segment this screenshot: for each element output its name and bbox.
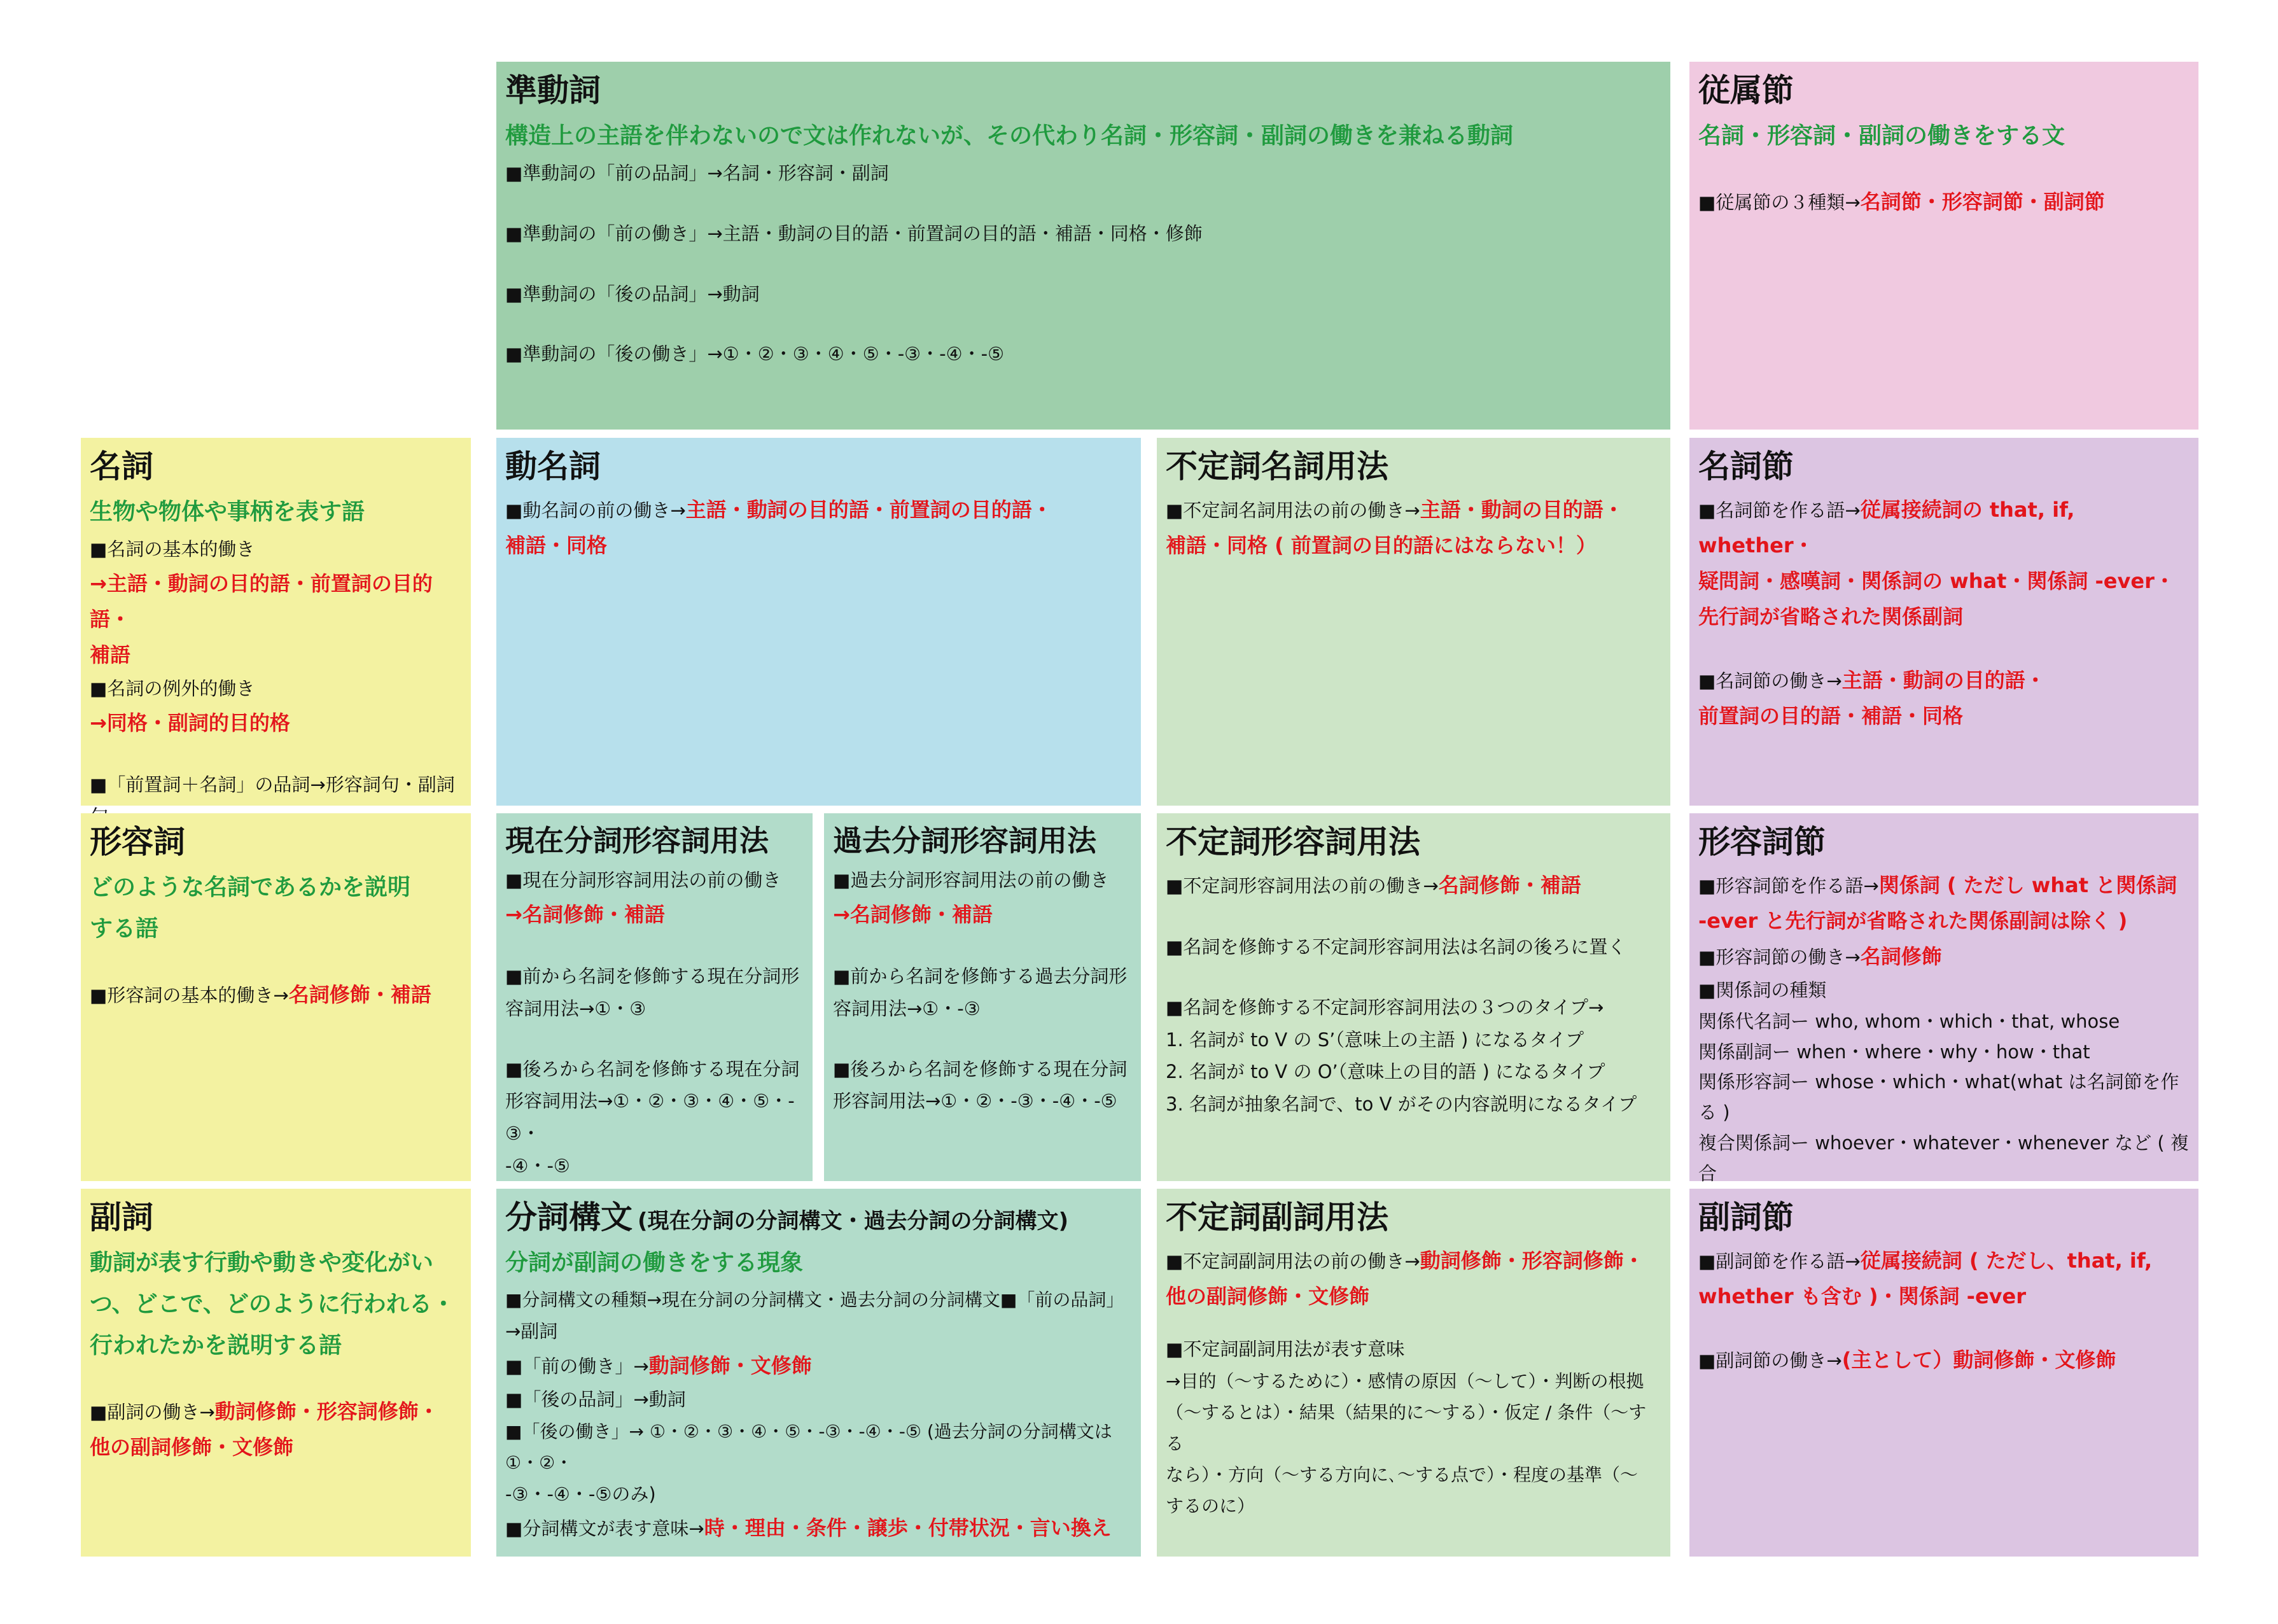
junbo-line-3: ■準動詞の「後の品詞」→動詞 xyxy=(505,283,760,305)
keiyoshi-definition-2: する語 xyxy=(90,916,159,942)
bunshi-cell xyxy=(496,1189,1141,1557)
meishisetsu-cell xyxy=(1689,438,2198,806)
futei-keiyo-line-2: ■名詞を修飾する不定詞形容詞用法は名詞の後ろに置く xyxy=(1166,936,1626,958)
kako-line-4: 容詞用法→①・-③ xyxy=(833,997,981,1019)
futei-keiyo-title: 不定詞形容詞用法 xyxy=(1166,823,1420,860)
fukushi-title: 副詞 xyxy=(90,1199,153,1236)
bunshi-definition: 分詞が副詞の働きをする現象 xyxy=(505,1250,804,1276)
bunshi-line-3: ■「前の働き」→動詞修飾・文修飾 xyxy=(505,1353,812,1378)
bunshi-title-main: 分詞構文 xyxy=(505,1199,632,1236)
keiyoshi-line-1: ■形容詞の基本的働き→名詞修飾・補語 xyxy=(90,983,431,1007)
genzai-line-6: 形容詞用法→①・②・③・④・⑤・-③・ xyxy=(505,1090,795,1145)
fukushisetsu-cell xyxy=(1689,1189,2198,1557)
keiyoshisetsu-line-7: 関係形容詞ー whose・which・what(what は名詞節を作る ) xyxy=(1698,1071,2179,1124)
meishi-line-1: ■名詞の基本的働き xyxy=(90,538,255,560)
futei-fuku-cell xyxy=(1157,1189,1670,1557)
fukushisetsu-line-3: ■副詞節の働き→(主として）動詞修飾・文修飾 xyxy=(1698,1348,2116,1372)
genzai-line-1: ■現在分詞形容詞用法の前の働き xyxy=(505,869,781,892)
keiyoshisetsu-line-3: ■形容詞節の働き→名詞修飾 xyxy=(1698,944,1942,969)
meishisetsu-title: 名詞節 xyxy=(1698,448,1794,485)
kako-line-5: ■後ろから名詞を修飾する現在分詞 xyxy=(833,1058,1128,1080)
meishisetsu-line-3: 先行詞が省略された関係副詞 xyxy=(1698,605,1964,629)
keiyoshisetsu-cell xyxy=(1689,813,2198,1184)
fukushisetsu-line-1: ■副詞節を作る語→従属接続詞 ( ただし、that, if, xyxy=(1698,1249,2153,1273)
juzoku-title: 従属節 xyxy=(1698,72,1794,109)
futei-meishi-line-1: ■不定詞名詞用法の前の働き→主語・動詞の目的語・ xyxy=(1166,498,1624,522)
meishisetsu-line-5: 前置詞の目的語・補語・同格 xyxy=(1698,704,1964,728)
bunshi-subtitle: (現在分詞の分詞構文・過去分詞の分詞構文) xyxy=(638,1208,1069,1234)
genzai-line-3: ■前から名詞を修飾する現在分詞形 xyxy=(505,965,800,988)
futei-fuku-line-5: （～するとは）・結果（結果的に～する）・仮定 / 条件（～する xyxy=(1166,1401,1647,1454)
keiyoshisetsu-line-2: -ever と先行詞が省略された関係副詞は除く ) xyxy=(1698,909,2128,933)
bunshi-line-4: ■「後の品詞」→動詞 xyxy=(505,1388,686,1410)
keiyoshisetsu-line-5: 関係代名詞ー who, whom・which・that, whose xyxy=(1698,1010,2120,1032)
bunshi-title xyxy=(505,1199,1132,1236)
meishi-line-6: ■「前置詞＋名詞」の品詞→形容詞句・副詞 xyxy=(90,773,455,795)
meishisetsu-line-1: ■名詞節を作る語→従属接続詞の that, if, whether・ xyxy=(1698,498,2075,557)
kako-line-1: ■過去分詞形容詞用法の前の働き xyxy=(833,869,1109,892)
keiyoshi-cell xyxy=(81,813,471,1181)
genzai-line-2: →名詞修飾・補語 xyxy=(505,902,665,927)
meishi-line-4: ■名詞の例外的働き xyxy=(90,677,255,699)
bunshi-line-6: -③・-④・-⑤のみ) xyxy=(505,1483,656,1505)
juzoku-definition: 名詞・形容詞・副詞の働きをする文 xyxy=(1698,123,2065,149)
futei-keiyo-line-6: 3. 名詞が抽象名詞で、to V がその内容説明になるタイプ xyxy=(1166,1093,1637,1115)
genzai-line-5: ■後ろから名詞を修飾する現在分詞 xyxy=(505,1058,800,1080)
juzoku-cell xyxy=(1689,62,2198,430)
genzai-line-7: -④・-⑤ xyxy=(505,1154,570,1177)
bunshi-line-7: ■分詞構文が表す意味→時・理由・条件・譲歩・付帯状況・言い換え xyxy=(505,1516,1112,1541)
domeishi-title: 動名詞 xyxy=(505,448,601,485)
futei-fuku-line-2: 他の副詞修飾・文修飾 xyxy=(1166,1284,1370,1308)
fukushi-definition-1: 動詞が表す行動や動きや変化がい xyxy=(90,1250,434,1276)
keiyoshisetsu-title: 形容詞節 xyxy=(1698,823,1826,860)
futei-meishi-cell xyxy=(1157,438,1670,806)
junbo-line-2: ■準動詞の「前の働き」→主語・動詞の目的語・前置詞の目的語・補語・同格・修飾 xyxy=(505,222,1203,244)
kako-line-3: ■前から名詞を修飾する過去分詞形 xyxy=(833,965,1128,988)
meishi-cell xyxy=(81,438,471,806)
futei-keiyo-line-4: 1. 名詞が to V の S’（意味上の主語 ) になるタイプ xyxy=(1166,1028,1584,1051)
kako-cell xyxy=(824,813,1141,1181)
junbo-line-4: ■準動詞の「後の働き」→①・②・③・④・⑤・-③・-④・-⑤ xyxy=(505,343,1005,365)
futei-fuku-line-1: ■不定詞副詞用法の前の働き→動詞修飾・形容詞修飾・ xyxy=(1166,1249,1644,1273)
kako-title: 過去分詞形容詞用法 xyxy=(833,823,1096,858)
keiyoshisetsu-line-4: ■関係詞の種類 xyxy=(1698,979,1827,1001)
futei-keiyo-line-3: ■名詞を修飾する不定詞形容詞用法の３つのタイプ→ xyxy=(1166,996,1604,1018)
meishisetsu-line-2: 疑問詞・感嘆詞・関係詞の what・関係詞 -ever・ xyxy=(1698,569,2175,593)
fukushi-cell xyxy=(81,1189,471,1557)
genzai-cell xyxy=(496,813,813,1181)
meishi-title: 名詞 xyxy=(90,448,153,485)
junbo-cell xyxy=(496,62,1670,430)
fukushi-definition-3: 行われたかを説明する語 xyxy=(90,1333,342,1359)
fukushi-line-2: 他の副詞修飾・文修飾 xyxy=(90,1435,294,1459)
meishi-line-5: →同格・副詞的目的格 xyxy=(90,710,290,735)
junbo-title: 準動詞 xyxy=(505,72,601,109)
futei-meishi-line-2: 補語・同格 ( 前置詞の目的語にはならない！） xyxy=(1166,533,1597,557)
futei-fuku-line-3: ■不定詞副詞用法が表す意味 xyxy=(1166,1338,1405,1360)
meishi-line-3: 補語 xyxy=(90,642,131,667)
genzai-title: 現在分詞形容詞用法 xyxy=(505,823,769,858)
bunshi-line-5: ■「後の働き」→ ①・②・③・④・⑤・-③・-④・-⑤ (過去分詞の分詞構文は①・②・ xyxy=(505,1420,1112,1473)
domeishi-line-2: 補語・同格 xyxy=(505,533,608,557)
domeishi-cell xyxy=(496,438,1141,806)
keiyoshisetsu-line-1: ■形容詞節を作る語→関係詞 ( ただし what と関係詞 xyxy=(1698,873,2177,897)
keiyoshisetsu-line-6: 関係副詞ー when・where・why・how・that xyxy=(1698,1040,2090,1063)
bunshi-line-2: →副詞 xyxy=(505,1320,558,1342)
futei-meishi-title: 不定詞名詞用法 xyxy=(1166,448,1388,485)
kako-line-2: →名詞修飾・補語 xyxy=(833,902,993,927)
meishisetsu-line-4: ■名詞節の働き→主語・動詞の目的語・ xyxy=(1698,668,2046,692)
keiyoshi-title: 形容詞 xyxy=(90,823,185,860)
fukushi-line-1: ■副詞の働き→動詞修飾・形容詞修飾・ xyxy=(90,1399,439,1424)
kako-line-6: 形容詞用法→①・②・-③・-④・-⑤ xyxy=(833,1090,1117,1112)
genzai-line-4: 容詞用法→①・③ xyxy=(505,997,646,1019)
futei-keiyo-line-1: ■不定詞形容詞用法の前の働き→名詞修飾・補語 xyxy=(1166,873,1581,897)
futei-keiyo-line-5: 2. 名詞が to V の O’（意味上の目的語 ) になるタイプ xyxy=(1166,1061,1605,1083)
fukushisetsu-line-2: whether も含む )・関係詞 -ever xyxy=(1698,1284,2026,1308)
futei-fuku-line-4: →目的（～するために）・感情の原因（～して）・判断の根拠 xyxy=(1166,1370,1644,1392)
juzoku-line-1: ■従属節の３種類→名詞節・形容詞節・副詞節 xyxy=(1698,190,2105,214)
junbo-definition: 構造上の主語を伴わないので文は作れないが、その代わり名詞・形容詞・副詞の働きを兼ねる動詞 xyxy=(505,123,1514,149)
fukushisetsu-title: 副詞節 xyxy=(1698,1199,1794,1236)
futei-fuku-title: 不定詞副詞用法 xyxy=(1166,1199,1388,1236)
junbo-line-1: ■準動詞の「前の品詞」→名詞・形容詞・副詞 xyxy=(505,162,889,184)
futei-fuku-line-6: なら）・方向（～する方向に､～する点で）・程度の基準（～ xyxy=(1166,1464,1639,1485)
bunshi-line-1: ■分詞構文の種類→現在分詞の分詞構文・過去分詞の分詞構文■「前の品詞」 xyxy=(505,1289,1124,1310)
keiyoshisetsu-line-8: 複合関係詞ー whoever・whatever・whenever など ( 複合 xyxy=(1698,1132,2189,1184)
keiyoshi-definition-1: どのような名詞であるかを説明 xyxy=(90,874,411,900)
futei-keiyo-cell xyxy=(1157,813,1670,1181)
fukushi-definition-2: つ、どこで、どのように行われる・ xyxy=(90,1291,455,1317)
futei-fuku-line-7: するのに） xyxy=(1166,1495,1255,1516)
domeishi-line-1: ■動名詞の前の働き→主語・動詞の目的語・前置詞の目的語・ xyxy=(505,498,1052,522)
meishi-definition: 生物や物体や事柄を表す語 xyxy=(90,499,365,525)
meishi-line-2: →主語・動詞の目的語・前置詞の目的語・ xyxy=(90,571,433,631)
